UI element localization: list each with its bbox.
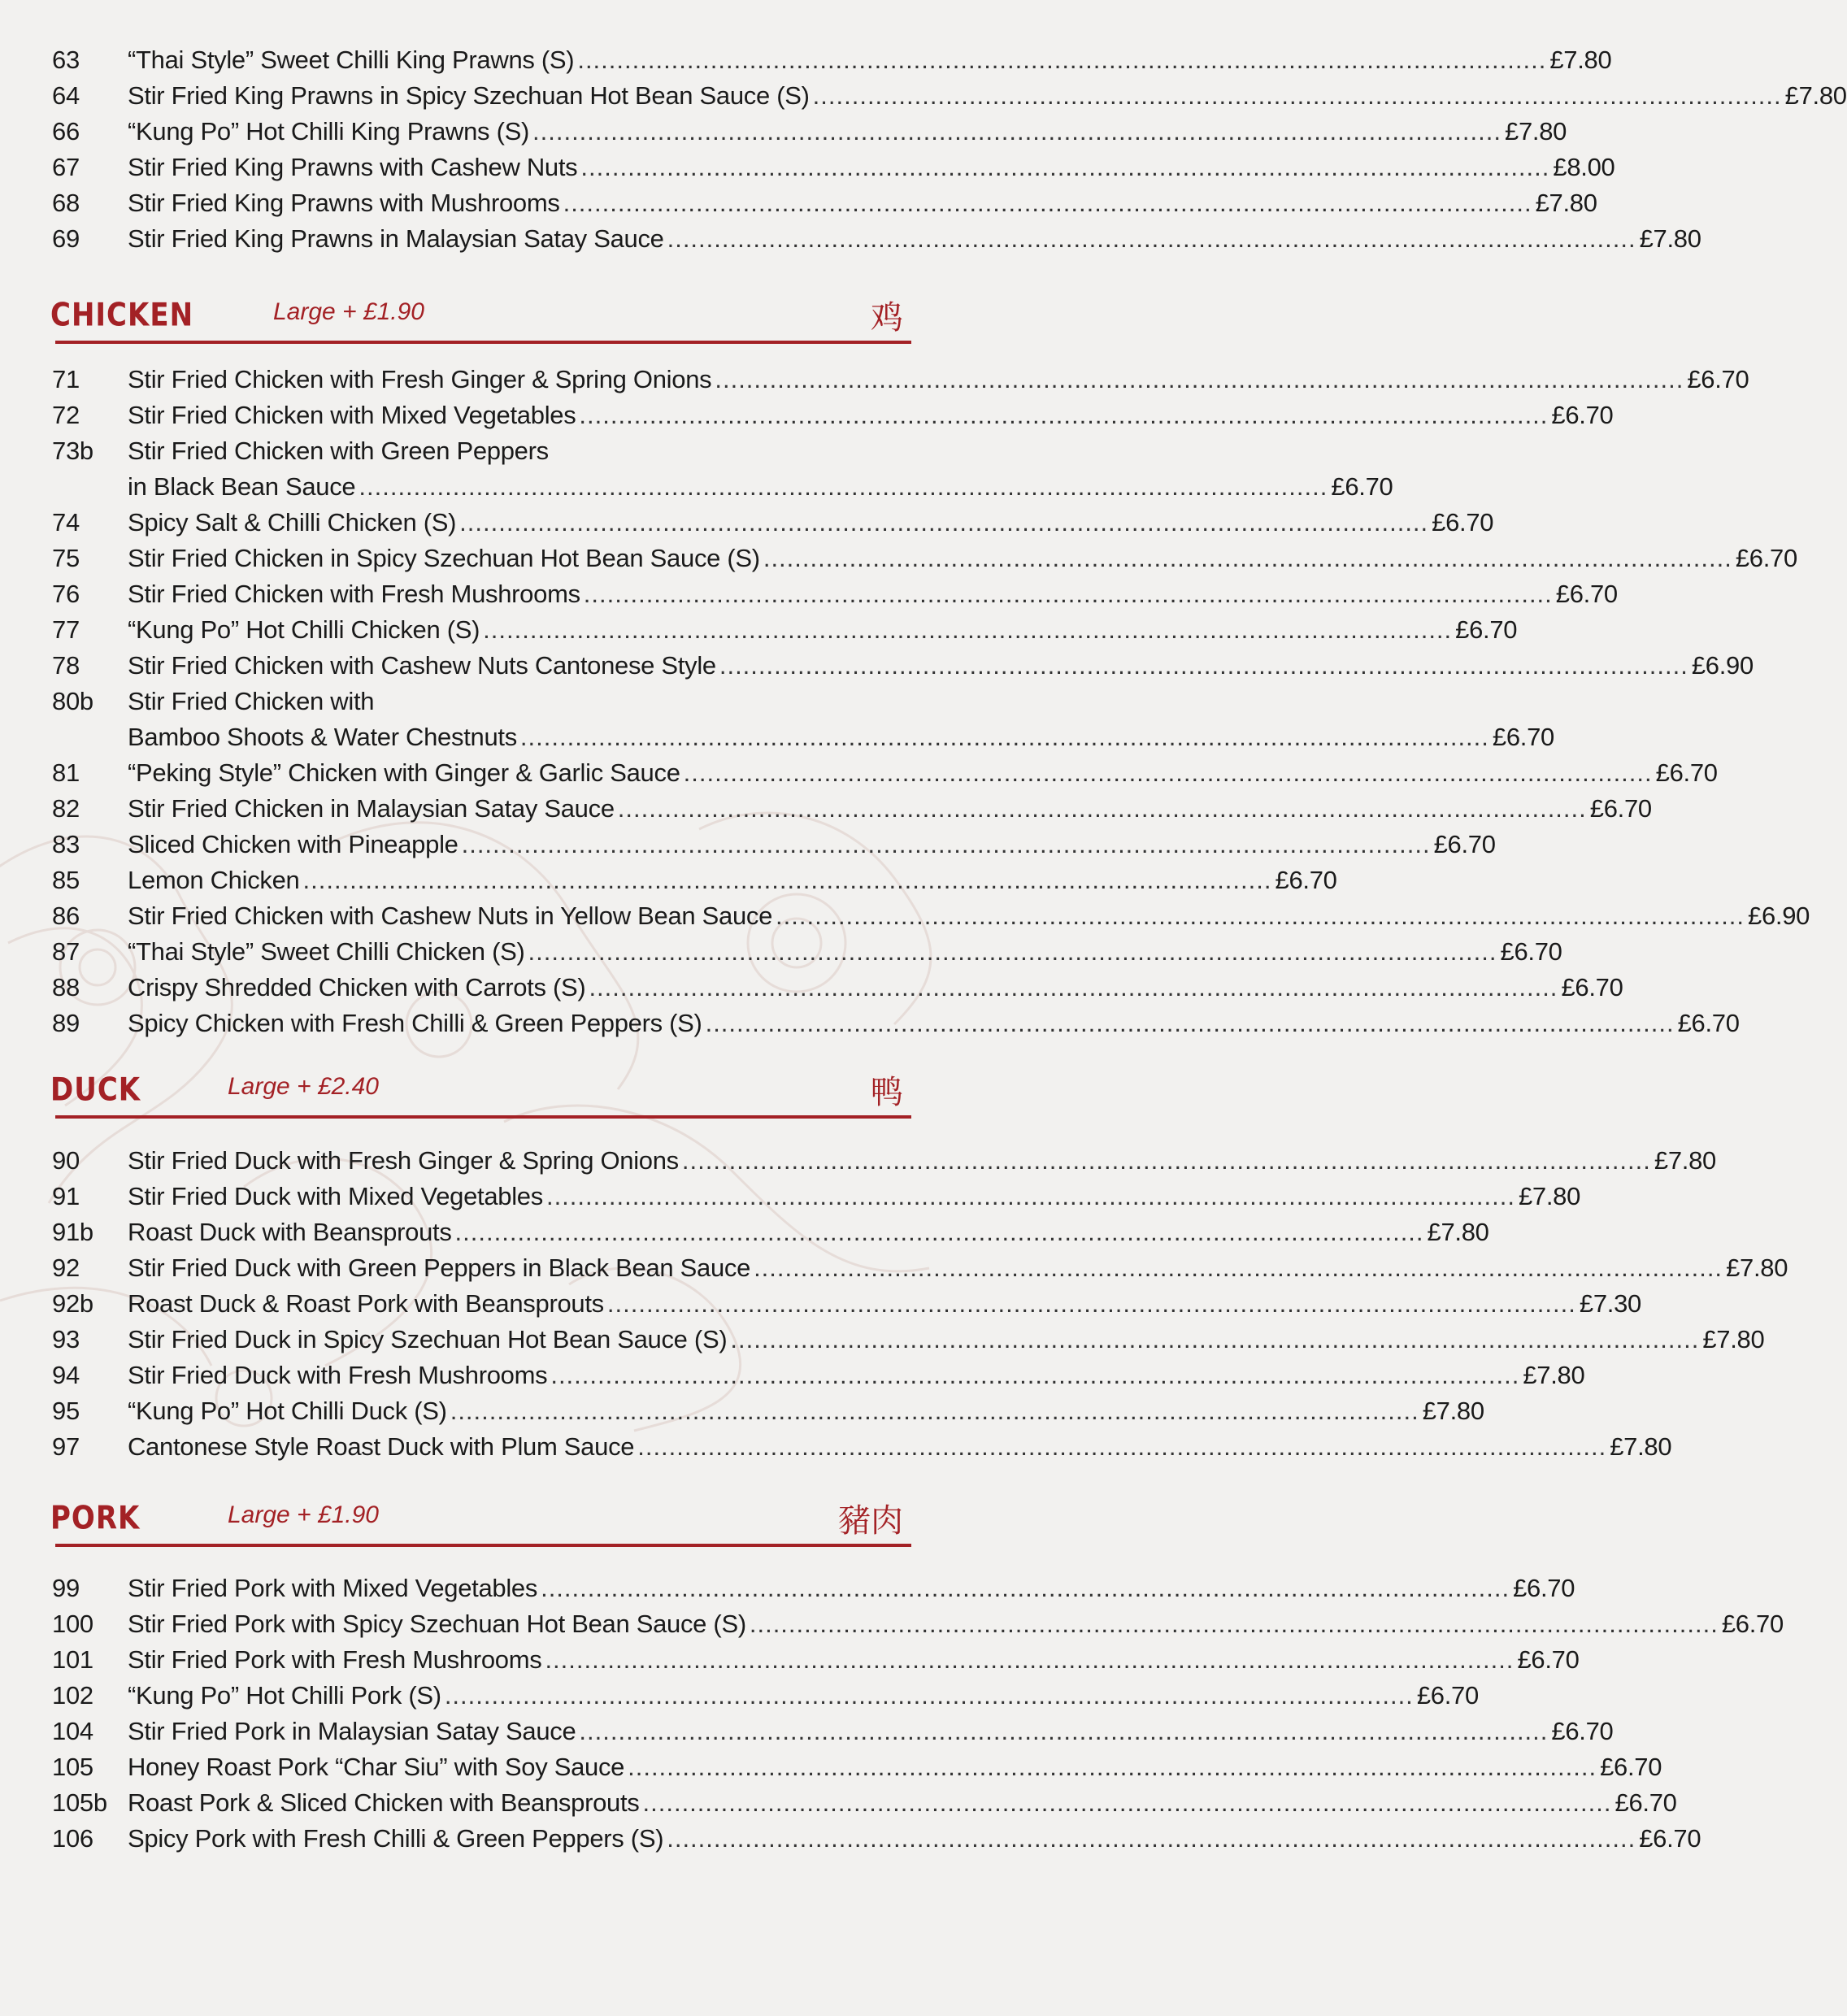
leader-dots: ............................................................................................................................ xyxy=(667,224,1636,253)
menu-item xyxy=(0,1749,1662,1785)
menu-item xyxy=(0,1642,1580,1678)
item-number: 92 xyxy=(52,1253,80,1282)
item-description: Spicy Chicken with Fresh Chilli & Green Peppers (S) xyxy=(128,1009,702,1037)
item-price: £7.80 xyxy=(1639,224,1701,253)
item-description: Lemon Chicken xyxy=(128,866,300,894)
section-divider xyxy=(55,341,911,344)
item-description: Stir Fried Duck with Mixed Vegetables xyxy=(128,1182,543,1210)
item-number: 105 xyxy=(52,1753,93,1781)
item-price: £7.80 xyxy=(1549,46,1612,74)
menu-item xyxy=(0,934,1562,970)
item-number: 86 xyxy=(52,902,80,930)
item-number: 85 xyxy=(52,866,80,894)
menu-item xyxy=(0,433,1393,505)
leader-dots: ............................................................................................................................ xyxy=(532,117,1502,146)
leader-dots: ............................................................................................................................ xyxy=(763,544,1732,572)
item-description: Stir Fried Chicken with Cashew Nuts in Yellow Bean Sauce xyxy=(128,902,773,930)
duck-section-header xyxy=(0,1063,929,1120)
item-description: Stir Fried King Prawns with Mushrooms xyxy=(128,189,560,217)
leader-dots: ............................................................................................................................ xyxy=(667,1824,1636,1853)
menu-item xyxy=(0,505,1494,541)
item-description: “Kung Po” Hot Chilli Duck (S) xyxy=(128,1397,447,1425)
leader-dots: ............................................................................................................................ xyxy=(642,1788,1612,1817)
item-price: £7.80 xyxy=(1610,1432,1672,1461)
item-price: £6.70 xyxy=(1721,1610,1784,1638)
leader-dots: ............................................................................................................................ xyxy=(583,580,1553,608)
item-number: 66 xyxy=(52,117,80,146)
item-price: £7.80 xyxy=(1535,189,1597,217)
item-price: £6.70 xyxy=(1432,508,1494,537)
item-description: Stir Fried Chicken in Malaysian Satay Sauce xyxy=(128,794,615,823)
item-price: £7.80 xyxy=(1784,81,1847,110)
item-description: Roast Duck with Beansprouts xyxy=(128,1218,452,1246)
menu-item xyxy=(0,827,1496,862)
item-description: “Peking Style” Chicken with Ginger & Garlic Sauce xyxy=(128,758,680,787)
leader-dots: ............................................................................................................................ xyxy=(579,1717,1549,1745)
item-number: 104 xyxy=(52,1717,93,1745)
menu-item xyxy=(0,1678,1479,1714)
item-number: 87 xyxy=(52,937,80,966)
item-description: Sliced Chicken with Pineapple xyxy=(128,830,458,858)
item-description: Stir Fried Duck with Fresh Mushrooms xyxy=(128,1361,548,1389)
item-description: “Kung Po” Hot Chilli Chicken (S) xyxy=(128,615,480,644)
item-number: 71 xyxy=(52,365,80,393)
item-number: 82 xyxy=(52,794,80,823)
item-price: £6.70 xyxy=(1655,758,1718,787)
item-price: £6.70 xyxy=(1555,580,1618,608)
section-divider xyxy=(55,1544,911,1547)
leader-dots: ............................................................................................................................ xyxy=(519,723,1489,751)
leader-dots: ............................................................................................................................ xyxy=(730,1325,1700,1353)
item-number: 63 xyxy=(52,46,80,74)
menu-item xyxy=(0,1429,1672,1465)
item-number: 77 xyxy=(52,615,80,644)
item-number: 75 xyxy=(52,544,80,572)
item-number: 78 xyxy=(52,651,80,680)
item-number: 99 xyxy=(52,1574,80,1602)
item-description: “Thai Style” Sweet Chilli Chicken (S) xyxy=(128,937,525,966)
item-number: 83 xyxy=(52,830,80,858)
item-price: £6.90 xyxy=(1691,651,1754,680)
item-number: 101 xyxy=(52,1645,93,1674)
item-description: Cantonese Style Roast Duck with Plum Sauce xyxy=(128,1432,635,1461)
item-price: £6.70 xyxy=(1331,472,1393,501)
leader-dots: ............................................................................................................................ xyxy=(545,1182,1515,1210)
item-price: £6.70 xyxy=(1614,1788,1677,1817)
menu-item xyxy=(0,898,1810,934)
item-number: 97 xyxy=(52,1432,80,1461)
item-price: £7.80 xyxy=(1726,1253,1788,1282)
item-description: Stir Fried Duck with Green Peppers in Black Bean Sauce xyxy=(128,1253,751,1282)
menu-item xyxy=(0,862,1337,898)
item-price: £7.80 xyxy=(1422,1397,1484,1425)
item-number: 88 xyxy=(52,973,80,1001)
menu-item xyxy=(0,684,1554,755)
leader-dots: ............................................................................................................................ xyxy=(715,365,1684,393)
item-price: £7.80 xyxy=(1523,1361,1585,1389)
menu-item xyxy=(0,1821,1701,1857)
item-price: £7.80 xyxy=(1518,1182,1581,1210)
item-description: Bamboo Shoots & Water Chestnuts xyxy=(128,723,517,751)
item-price: £7.30 xyxy=(1579,1289,1641,1318)
item-description: Stir Fried King Prawns with Cashew Nuts xyxy=(128,153,578,181)
item-price: £6.70 xyxy=(1687,365,1749,393)
item-description: Stir Fried Pork with Mixed Vegetables xyxy=(128,1574,538,1602)
menu-item xyxy=(0,1606,1784,1642)
menu-item xyxy=(0,648,1754,684)
item-price: £7.80 xyxy=(1505,117,1567,146)
leader-dots: ............................................................................................................................ xyxy=(450,1397,1419,1425)
leader-dots: ............................................................................................................................ xyxy=(459,508,1429,537)
leader-dots: ............................................................................................................................ xyxy=(681,1146,1651,1175)
item-description: Stir Fried Chicken with Fresh Ginger & Spring Onions xyxy=(128,365,712,393)
item-number: 89 xyxy=(52,1009,80,1037)
item-price: £6.70 xyxy=(1551,1717,1614,1745)
section-title: CHICKEN xyxy=(50,297,194,334)
item-price: £6.70 xyxy=(1589,794,1652,823)
item-description: Roast Pork & Sliced Chicken with Beansprouts xyxy=(128,1788,640,1817)
item-price: £6.70 xyxy=(1600,1753,1662,1781)
item-description: Spicy Salt & Chilli Chicken (S) xyxy=(128,508,457,537)
menu-item xyxy=(0,1358,1585,1393)
item-description: Stir Fried King Prawns in Spicy Szechuan Hot Bean Sauce (S) xyxy=(128,81,810,110)
item-price: £6.70 xyxy=(1500,937,1562,966)
item-description-line1: Stir Fried Chicken with xyxy=(128,687,375,715)
menu-item xyxy=(0,541,1797,576)
menu-item xyxy=(0,1179,1581,1214)
leader-dots: ............................................................................................................................ xyxy=(545,1645,1515,1674)
leader-dots: ............................................................................................................................ xyxy=(302,866,1272,894)
leader-dots: ............................................................................................................................ xyxy=(628,1753,1597,1781)
item-number: 93 xyxy=(52,1325,80,1353)
leader-dots: ............................................................................................................................ xyxy=(580,153,1550,181)
leader-dots: ............................................................................................................................ xyxy=(637,1432,1607,1461)
leader-dots: ............................................................................................................................ xyxy=(606,1289,1576,1318)
item-description: Stir Fried Chicken in Spicy Szechuan Hot Bean Sauce (S) xyxy=(128,544,760,572)
menu-item xyxy=(0,114,1567,150)
item-description: “Thai Style” Sweet Chilli King Prawns (S) xyxy=(128,46,575,74)
item-description: Roast Duck & Roast Pork with Beansprouts xyxy=(128,1289,604,1318)
section-title: DUCK xyxy=(50,1071,141,1109)
item-number: 64 xyxy=(52,81,80,110)
leader-dots: ............................................................................................................................ xyxy=(589,973,1558,1001)
large-price-note: Large + £1.90 xyxy=(273,298,424,325)
item-price: £6.70 xyxy=(1677,1009,1740,1037)
item-number: 106 xyxy=(52,1824,93,1853)
leader-dots: ............................................................................................................................ xyxy=(550,1361,1520,1389)
menu-item xyxy=(0,78,1847,114)
menu-item xyxy=(0,1006,1740,1041)
large-price-note: Large + £2.40 xyxy=(228,1073,379,1100)
item-description: Stir Fried Pork with Fresh Mushrooms xyxy=(128,1645,542,1674)
item-description: Honey Roast Pork “Char Siu” with Soy Sauce xyxy=(128,1753,625,1781)
chicken-section-header xyxy=(0,289,929,345)
item-price: £6.70 xyxy=(1639,1824,1701,1853)
item-description: Stir Fried Duck with Fresh Ginger & Spring Onions xyxy=(128,1146,679,1175)
item-price: £6.70 xyxy=(1455,615,1518,644)
item-number: 100 xyxy=(52,1610,93,1638)
item-description: Stir Fried Chicken with Cashew Nuts Cantonese Style xyxy=(128,651,716,680)
item-number: 92b xyxy=(52,1289,93,1318)
item-number: 91b xyxy=(52,1218,93,1246)
item-price: £7.80 xyxy=(1427,1218,1489,1246)
item-number: 68 xyxy=(52,189,80,217)
item-price: £6.70 xyxy=(1561,973,1623,1001)
item-number: 90 xyxy=(52,1146,80,1175)
section-chinese-title: 豬肉 xyxy=(838,1502,903,1540)
menu-item xyxy=(0,1393,1484,1429)
section-title: PORK xyxy=(50,1500,141,1537)
menu-item xyxy=(0,362,1749,398)
item-price: £6.70 xyxy=(1551,401,1614,429)
menu-item xyxy=(0,970,1623,1006)
item-description: Stir Fried King Prawns in Malaysian Satay Sauce xyxy=(128,224,664,253)
item-price: £7.80 xyxy=(1654,1146,1716,1175)
menu-item xyxy=(0,42,1612,78)
item-number: 76 xyxy=(52,580,80,608)
item-description: Stir Fried Pork in Malaysian Satay Sauce xyxy=(128,1717,576,1745)
menu-item xyxy=(0,576,1618,612)
item-description: “Kung Po” Hot Chilli King Prawns (S) xyxy=(128,117,529,146)
leader-dots: ............................................................................................................................ xyxy=(461,830,1431,858)
leader-dots: ............................................................................................................................ xyxy=(577,46,1547,74)
leader-dots: ............................................................................................................................ xyxy=(705,1009,1675,1037)
item-number: 91 xyxy=(52,1182,80,1210)
item-number: 69 xyxy=(52,224,80,253)
item-description: Stir Fried Duck in Spicy Szechuan Hot Bean Sauce (S) xyxy=(128,1325,728,1353)
leader-dots: ............................................................................................................................ xyxy=(754,1253,1723,1282)
item-number: 81 xyxy=(52,758,80,787)
item-description: Stir Fried Chicken with Mixed Vegetables xyxy=(128,401,576,429)
menu-item xyxy=(0,1714,1614,1749)
item-price: £6.70 xyxy=(1433,830,1496,858)
menu-item xyxy=(0,1286,1641,1322)
leader-dots: ............................................................................................................................ xyxy=(719,651,1688,680)
leader-dots: ............................................................................................................................ xyxy=(541,1574,1510,1602)
item-description-line1: Stir Fried Chicken with Green Peppers xyxy=(128,437,549,465)
menu-item xyxy=(0,150,1615,185)
item-number: 72 xyxy=(52,401,80,429)
section-chinese-title: 鸡 xyxy=(871,299,903,337)
leader-dots: ............................................................................................................................ xyxy=(812,81,1782,110)
leader-dots: ............................................................................................................................ xyxy=(528,937,1497,966)
menu-item xyxy=(0,398,1614,433)
menu-item xyxy=(0,612,1518,648)
item-price: £8.00 xyxy=(1553,153,1615,181)
item-description: Stir Fried Pork with Spicy Szechuan Hot Bean Sauce (S) xyxy=(128,1610,746,1638)
leader-dots: ............................................................................................................................ xyxy=(563,189,1532,217)
item-description: Crispy Shredded Chicken with Carrots (S) xyxy=(128,973,586,1001)
item-number: 80b xyxy=(52,687,93,715)
menu-item xyxy=(0,1322,1765,1358)
leader-dots: ............................................................................................................................ xyxy=(683,758,1653,787)
item-number: 94 xyxy=(52,1361,80,1389)
leader-dots: ............................................................................................................................ xyxy=(483,615,1453,644)
item-price: £6.70 xyxy=(1517,1645,1580,1674)
leader-dots: ............................................................................................................................ xyxy=(359,472,1328,501)
item-price: £6.70 xyxy=(1416,1681,1479,1710)
menu-item xyxy=(0,1571,1575,1606)
menu-item xyxy=(0,185,1597,221)
menu-item xyxy=(0,221,1701,257)
menu-item xyxy=(0,791,1652,827)
item-price: £6.70 xyxy=(1513,1574,1575,1602)
item-number: 74 xyxy=(52,508,80,537)
item-price: £6.70 xyxy=(1492,723,1554,751)
leader-dots: ............................................................................................................................ xyxy=(617,794,1587,823)
item-description: Stir Fried Chicken with Fresh Mushrooms xyxy=(128,580,580,608)
leader-dots: ............................................................................................................................ xyxy=(749,1610,1719,1638)
leader-dots: ............................................................................................................................ xyxy=(444,1681,1414,1710)
leader-dots: ............................................................................................................................ xyxy=(579,401,1549,429)
item-number: 73b xyxy=(52,437,93,465)
item-description: “Kung Po” Hot Chilli Pork (S) xyxy=(128,1681,441,1710)
item-description: Spicy Pork with Fresh Chilli & Green Peppers (S) xyxy=(128,1824,664,1853)
leader-dots: ............................................................................................................................ xyxy=(776,902,1745,930)
item-price: £7.80 xyxy=(1702,1325,1765,1353)
menu-item xyxy=(0,1785,1677,1821)
pork-section-header xyxy=(0,1492,929,1549)
item-description: in Black Bean Sauce xyxy=(128,472,356,501)
menu-item xyxy=(0,755,1718,791)
item-price: £6.70 xyxy=(1275,866,1337,894)
menu-item xyxy=(0,1250,1788,1286)
large-price-note: Large + £1.90 xyxy=(228,1501,379,1528)
section-chinese-title: 鸭 xyxy=(871,1074,903,1111)
item-price: £6.90 xyxy=(1748,902,1810,930)
item-number: 102 xyxy=(52,1681,93,1710)
item-number: 95 xyxy=(52,1397,80,1425)
item-price: £6.70 xyxy=(1735,544,1797,572)
item-number: 105b xyxy=(52,1788,107,1817)
leader-dots: ............................................................................................................................ xyxy=(454,1218,1424,1246)
item-number: 67 xyxy=(52,153,80,181)
menu-item xyxy=(0,1214,1489,1250)
menu-item xyxy=(0,1143,1716,1179)
section-divider xyxy=(55,1115,911,1119)
